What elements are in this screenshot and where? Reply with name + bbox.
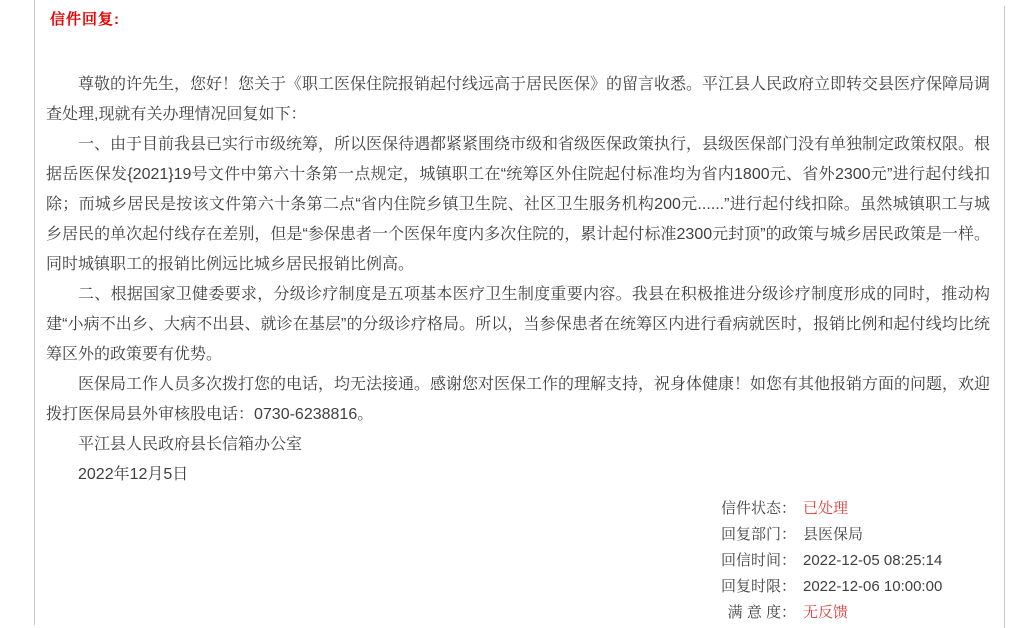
letter-signature: 平江县人民政府县长信箱办公室 bbox=[78, 436, 303, 453]
status-value: 已处理 bbox=[803, 500, 849, 517]
status-label: 回复部门： bbox=[720, 526, 796, 543]
left-border-line bbox=[34, 0, 35, 625]
letter-paragraph-point-2: 二、根据国家卫健委要求，分级诊疗制度是五项基本医疗卫生制度重要内容。我县在积极推进分级诊疗制度形成的同时，推动构建“小病不出乡、大病不出县、就诊在基层”的分级诊疗格局。所以，当参保患者在统筹区内进行看病就医时，报销比例和起付线均比统筹区外的政策要有优势。 bbox=[46, 286, 990, 363]
letter-paragraph-point-1: 一、由于目前我县已实行市级统筹，所以医保待遇都紧紧围绕市级和省级医保政策执行，县级医保部门没有单独制定政策权限。根据岳医保发{2021}19号文件中第六十条第一点规定，城镇职工在“统筹区外住院起付标准均为省内1800元、省外2300元”进行起付线扣除；而城乡居民是按该文件第六十条第二点“省内住院乡镇卫生院、社区卫生服务机构200元......”进行起付线扣除。虽然城镇职工与城乡居民的单次起付线存在差别，但是“参保患者一个医保年度内多次住院的，累计起付标准2300元封顶”的政策与城乡居民政策是一样。同时城镇职工的报销比例远比城乡居民报销比例高。 bbox=[46, 136, 991, 273]
status-label: 信件状态： bbox=[720, 500, 796, 517]
letter-body bbox=[46, 70, 990, 490]
letter-status-block bbox=[700, 496, 942, 626]
letter-date: 2022年12月5日 bbox=[78, 466, 189, 483]
status-row-letter-state bbox=[700, 496, 942, 522]
status-value: 2022-12-05 08:25:14 bbox=[803, 552, 943, 569]
letter-paragraph-closing: 医保局工作人员多次拨打您的电话，均无法接通。感谢您对医保工作的理解支持，祝身体健康！如您有其他报销方面的问题，欢迎拨打医保局县外审核股电话：0730-6238816。 bbox=[46, 376, 991, 423]
status-value: 无反馈 bbox=[803, 604, 849, 621]
status-label: 回复时限： bbox=[720, 578, 796, 595]
status-row-reply-deadline bbox=[700, 574, 942, 600]
status-row-satisfaction bbox=[700, 600, 942, 626]
status-value: 县医保局 bbox=[803, 526, 864, 543]
letter-content bbox=[46, 0, 990, 490]
status-label: 满 意 度： bbox=[727, 604, 796, 621]
status-row-reply-time bbox=[700, 548, 942, 574]
status-row-reply-department bbox=[700, 522, 942, 548]
status-value: 2022-12-06 10:00:00 bbox=[803, 578, 943, 595]
status-label: 回信时间： bbox=[720, 552, 796, 569]
letter-paragraph-greeting: 尊敬的许先生，您好！您关于《职工医保住院报销起付线远高于居民医保》的留言收悉。平江县人民政府立即转交县医疗保障局调查处理,现就有关办理情况回复如下： bbox=[46, 76, 991, 123]
right-border-line bbox=[1004, 6, 1005, 628]
page-title: 信件回复: bbox=[50, 11, 120, 28]
